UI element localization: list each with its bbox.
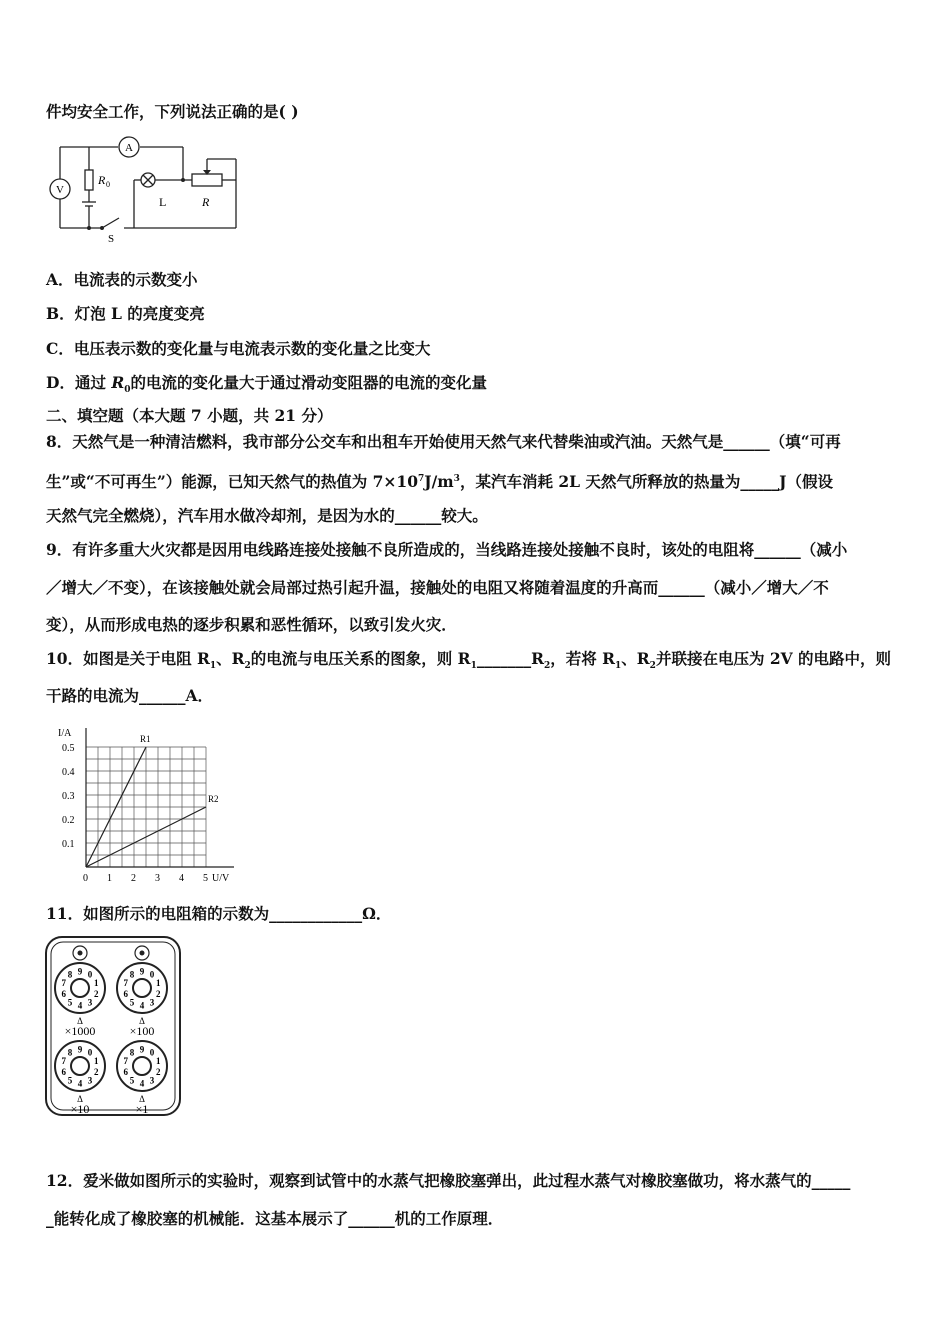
r0-sub: 0 [106,180,110,189]
dial-digit: 4 [139,1078,145,1089]
dial-digit: 2 [93,988,99,999]
dial-digit: 7 [123,1056,129,1067]
y-axis-label: I/A [58,728,72,739]
switch-label: S [108,233,115,245]
q8-line-2: 生”或“不可再生”）能源，已知天然气的热值为 $7\times 10^7J/m^3$，某汽车消耗 2L 天然气所释放的热量为_____J（假设 [46,472,833,492]
q8-line-1: 8．天然气是一种清洁燃料，我市部分公交车和出租车开始使用天然气来代替柴油或汽油。天然气是______（填“可再 [46,432,841,451]
rheostat-label: R [202,195,210,209]
r0-label: R [98,173,106,187]
dial-digit: 2 [155,988,161,999]
lamp-label: L [159,195,167,209]
dial-pointer: Δ [139,1016,145,1026]
q10-line-1: 10．如图是关于电阻 $R_1$、$R_2$的电流与电压关系的图象，则 $R_1\_\_\_\_\_\_\_R_2$，若将 $R_1$、$R_2$并联接在电压为 2V 的电路中，则 [46,649,892,672]
dial-digit: 5 [67,997,73,1008]
q7-stem: 件均安全工作，下列说法正确的是( ) [46,102,299,121]
q11-stem: 11．如图所示的电阻箱的示数为____________Ω． [46,904,392,923]
dial-center [71,979,89,997]
q9-line-2: ／增大／不变），在该接触处就会局部过热引起升温，接触处的电阻又将随着温度的升高而______（减小／增大／不 [46,578,829,597]
y-tick-label: 0.3 [62,791,75,802]
dial-digit: 4 [77,1078,83,1089]
dial-center [71,1057,89,1075]
dial-digit: 6 [61,1066,67,1077]
q7-option-d: D．通过 $R_0$的电流的变化量大于通过滑动变阻器的电流的变化量 [46,373,488,396]
q8-line-3: 天然气完全燃烧），汽车用水做冷却剂，是因为水的______较大。 [46,506,488,525]
dial-digit: 0 [87,1047,93,1058]
dial-center [133,1057,151,1075]
dial-digit: 3 [87,1075,93,1086]
y-tick-label: 0.5 [62,743,75,754]
dial-digit: 1 [155,1056,161,1067]
dial-digit: 6 [123,1066,129,1077]
dial-digit: 5 [129,997,135,1008]
dial-pointer: Δ [139,1094,145,1104]
dial-digit: 7 [61,978,67,989]
q7-option-c: C．电压表示数的变化量与电流表示数的变化量之比变大 [46,339,431,358]
resistance-box [44,935,184,1118]
x-tick-label: 0 [83,873,88,884]
y-tick-label: 0.2 [62,815,75,826]
dial-digit: 7 [123,978,129,989]
x-tick-label: 2 [131,873,136,884]
dial-digit: 1 [93,978,99,989]
q9-line-3: 变），从而形成电热的逐步积累和恶性循环，以致引发火灾． [46,615,457,634]
x-tick-label: 4 [179,873,184,884]
dial-digit: 0 [149,1047,155,1058]
dial-digit: 6 [123,988,129,999]
dial-multiplier: ×1000 [64,1024,96,1038]
dial-digit: 2 [93,1066,99,1077]
x-axis-label: U/V [212,873,230,884]
series-label-R2: R2 [208,794,219,804]
ammeter-label: A [125,142,133,154]
x-tick-label: 5 [203,873,208,884]
x-tick-label: 1 [107,873,112,884]
dial-digit: 8 [67,1047,73,1058]
dial-digit: 4 [77,1000,83,1011]
q10-line-2: 干路的电流为______A． [46,686,214,705]
dial-digit: 0 [149,969,155,980]
circuit-diagram [44,134,244,246]
section-heading: 二、填空题（本大题 7 小题，共 21 分） [46,406,333,425]
dial-digit: 3 [87,997,93,1008]
q12-line-1: 12．爱米做如图所示的实验时，观察到试管中的水蒸气把橡胶塞弹出，此过程水蒸气对橡胶塞做功，将水蒸气的_____ [46,1171,851,1190]
dial-digit: 1 [93,1056,99,1067]
dial-digit: 0 [87,969,93,980]
terminal-icon [140,951,145,956]
dial-multiplier: ×1 [135,1102,149,1116]
voltmeter-label: V [56,184,64,196]
dial-digit: 8 [129,969,135,980]
x-tick-label: 3 [155,873,160,884]
dial-digit: 1 [155,978,161,989]
dial-multiplier: ×100 [129,1024,155,1038]
dial-multiplier: ×10 [70,1102,90,1116]
dial-digit: 3 [149,1075,155,1086]
dial-digit: 3 [149,997,155,1008]
y-tick-label: 0.1 [62,839,75,850]
q9-line-1: 9．有许多重大火灾都是因用电线路连接处接触不良所造成的，当线路连接处接触不良时，该处的电阻将______（减小 [46,540,848,559]
dial-digit: 9 [77,1044,83,1055]
dial-pointer: Δ [77,1016,83,1026]
dial-digit: 7 [61,1056,67,1067]
q12-line-2: _能转化成了橡胶塞的机械能．这基本展示了______机的工作原理． [46,1209,504,1228]
dial-digit: 9 [139,966,145,977]
dial-pointer: Δ [77,1094,83,1104]
dial-digit: 8 [129,1047,135,1058]
dial-digit: 2 [155,1066,161,1077]
dial-digit: 5 [129,1075,135,1086]
series-label-R1: R1 [140,734,151,744]
terminal-icon [78,951,83,956]
dial-digit: 9 [77,966,83,977]
dial-digit: 9 [139,1044,145,1055]
q7-option-b: B．灯泡 L 的亮度变亮 [46,304,205,323]
dial-digit: 4 [139,1000,145,1011]
y-tick-label: 0.4 [62,767,75,778]
dial-center [133,979,151,997]
dial-digit: 6 [61,988,67,999]
dial-digit: 8 [67,969,73,980]
iu-chart [52,722,242,890]
dial-digit: 5 [67,1075,73,1086]
q7-option-a: A．电流表的示数变小 [46,270,198,289]
